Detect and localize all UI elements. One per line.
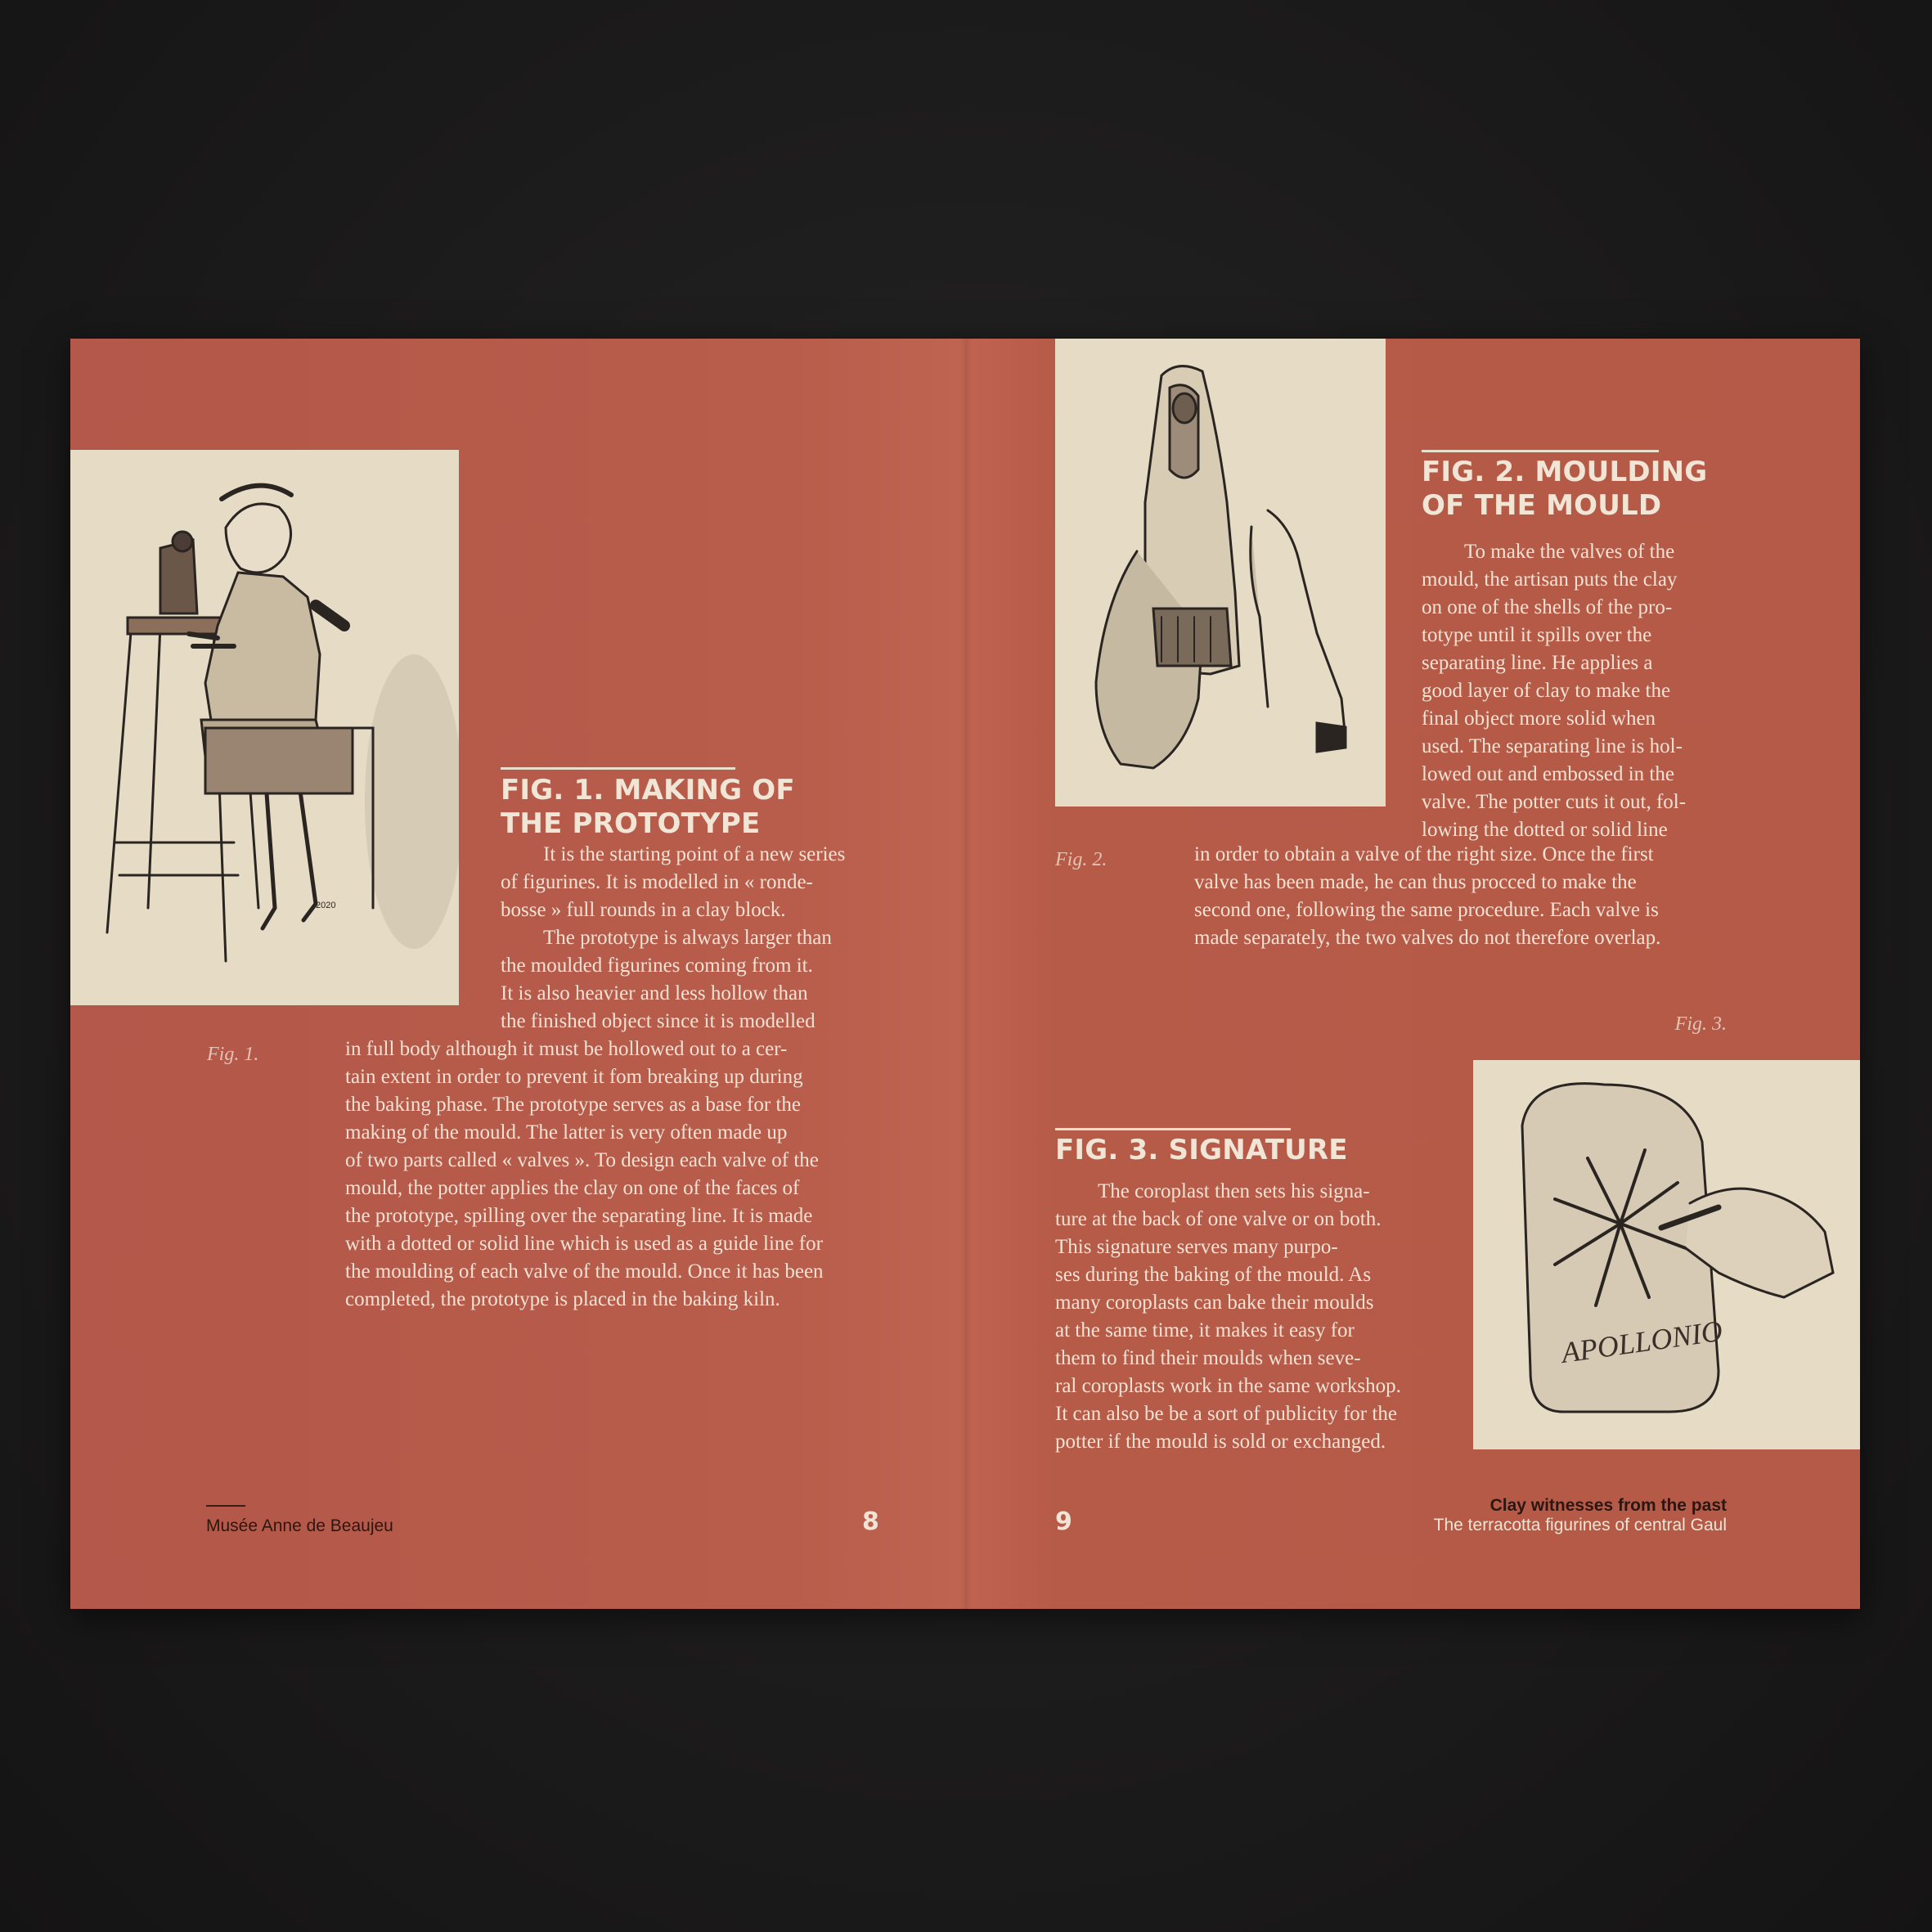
body-line: ses during the baking of the mould. As <box>1055 1264 1372 1286</box>
body-line: totype until it spills over the <box>1422 624 1652 646</box>
booklet-spread <box>70 339 1860 1609</box>
heading-rule <box>1422 450 1659 452</box>
page-number-right: 9 <box>1055 1507 1072 1536</box>
spine-fold <box>960 339 972 1609</box>
signature-drawing-icon <box>1473 1060 1860 1449</box>
body-line: ral coroplasts work in the same workshop. <box>1055 1375 1401 1397</box>
body-line: separating line. He applies a <box>1422 652 1653 674</box>
body-line: many coroplasts can bake their moulds <box>1055 1292 1374 1314</box>
body-line: This signature serves many purpo- <box>1055 1236 1338 1258</box>
fig3-caption: Fig. 3. <box>1674 1013 1727 1035</box>
body-line: in order to obtain a valve of the right size. Once the first <box>1194 843 1654 865</box>
potter-illustration <box>70 450 459 1005</box>
body-line: tain extent in order to prevent it fom breaking up during <box>345 1066 803 1088</box>
body-line: The prototype is always larger than <box>543 927 832 949</box>
footer-subtitle: The terracotta figurines of central Gaul <box>1433 1516 1727 1534</box>
signature-inscription: APOLLONIO <box>1559 1314 1725 1369</box>
footer-rule <box>206 1505 245 1507</box>
body-line: bosse » full rounds in a clay block. <box>501 899 786 921</box>
body-line: with a dotted or solid line which is used as a guide line for <box>345 1233 823 1255</box>
page-right <box>965 339 1860 1609</box>
body-line: To make the valves of the <box>1464 541 1675 563</box>
body-line: used. The separating line is hol- <box>1422 735 1683 757</box>
fig1-body-lower <box>345 1036 824 1314</box>
page-left <box>70 339 965 1609</box>
body-line: The coroplast then sets his signa- <box>1098 1180 1370 1202</box>
body-line: second one, following the same procedure. Each valve is <box>1194 899 1659 921</box>
fig1-body-upper <box>501 841 845 1036</box>
fig3-heading: FIG. 3. SIGNATURE <box>1055 1134 1348 1166</box>
body-line: It is also heavier and less hollow than <box>501 982 808 1004</box>
body-line: making of the mould. The latter is very often made up <box>345 1121 788 1143</box>
body-line: the moulding of each valve of the mould. Once it has been <box>345 1260 824 1283</box>
heading-rule <box>1055 1128 1291 1130</box>
signature-illustration <box>1473 1060 1860 1449</box>
fig1-caption: Fig. 1. <box>207 1044 259 1065</box>
page-number-left: 8 <box>862 1507 879 1536</box>
body-line: in full body although it must be hollowed out to a cer- <box>345 1038 788 1060</box>
body-line: mould, the potter applies the clay on one of the faces of <box>345 1177 800 1199</box>
potter-drawing-icon <box>70 450 459 1005</box>
body-line: the moulded figurines coming from it. <box>501 955 813 977</box>
fig2-caption: Fig. 2. <box>1055 849 1108 870</box>
body-line: It is the starting point of a new series <box>543 843 846 865</box>
body-line: completed, the prototype is placed in the baking kiln. <box>345 1288 780 1310</box>
body-line: the finished object since it is modelled <box>501 1010 815 1032</box>
body-line: mould, the artisan puts the clay <box>1422 568 1678 591</box>
body-line: the prototype, spilling over the separating line. It is made <box>345 1205 813 1227</box>
body-line: of figurines. It is modelled in « ronde- <box>501 871 813 893</box>
fig1-heading: FIG. 1. MAKING OF THE PROTOTYPE <box>501 774 795 840</box>
fig2-heading: FIG. 2. MOULDING OF THE MOULD <box>1422 456 1708 522</box>
body-line: on one of the shells of the pro- <box>1422 596 1673 618</box>
body-line: of two parts called « valves ». To design each valve of the <box>345 1149 819 1171</box>
body-line: them to find their moulds when seve- <box>1055 1347 1361 1369</box>
body-line: at the same time, it makes it easy for <box>1055 1319 1355 1341</box>
body-line: valve. The potter cuts it out, fol- <box>1422 791 1687 813</box>
body-line: ture at the back of one valve or on both. <box>1055 1208 1382 1230</box>
mould-hands-illustration <box>1055 339 1386 806</box>
svg-text:2020: 2020 <box>316 901 336 910</box>
fig2-body-upper <box>1422 538 1686 844</box>
body-line: the baking phase. The prototype serves as a base for the <box>345 1094 801 1116</box>
body-line: lowing the dotted or solid line <box>1422 819 1668 841</box>
footer-publication <box>1434 1496 1727 1535</box>
footer-museum: Musée Anne de Beaujeu <box>206 1516 393 1535</box>
body-line: made separately, the two valves do not therefore overlap. <box>1194 927 1661 949</box>
footer-title: Clay witnesses from the past <box>1489 1496 1727 1515</box>
heading-rule <box>501 767 735 770</box>
fig2-body-lower <box>1194 841 1660 952</box>
fig3-body <box>1055 1178 1401 1456</box>
body-line: valve has been made, he can thus procced to make the <box>1194 871 1637 893</box>
body-line: lowed out and embossed in the <box>1422 763 1674 785</box>
body-line: good layer of clay to make the <box>1422 680 1671 702</box>
mould-drawing-icon <box>1055 339 1386 806</box>
body-line: It can also be be a sort of publicity for the <box>1055 1403 1397 1425</box>
body-line: potter if the mould is sold or exchanged. <box>1055 1431 1386 1453</box>
body-line: final object more solid when <box>1422 708 1656 730</box>
